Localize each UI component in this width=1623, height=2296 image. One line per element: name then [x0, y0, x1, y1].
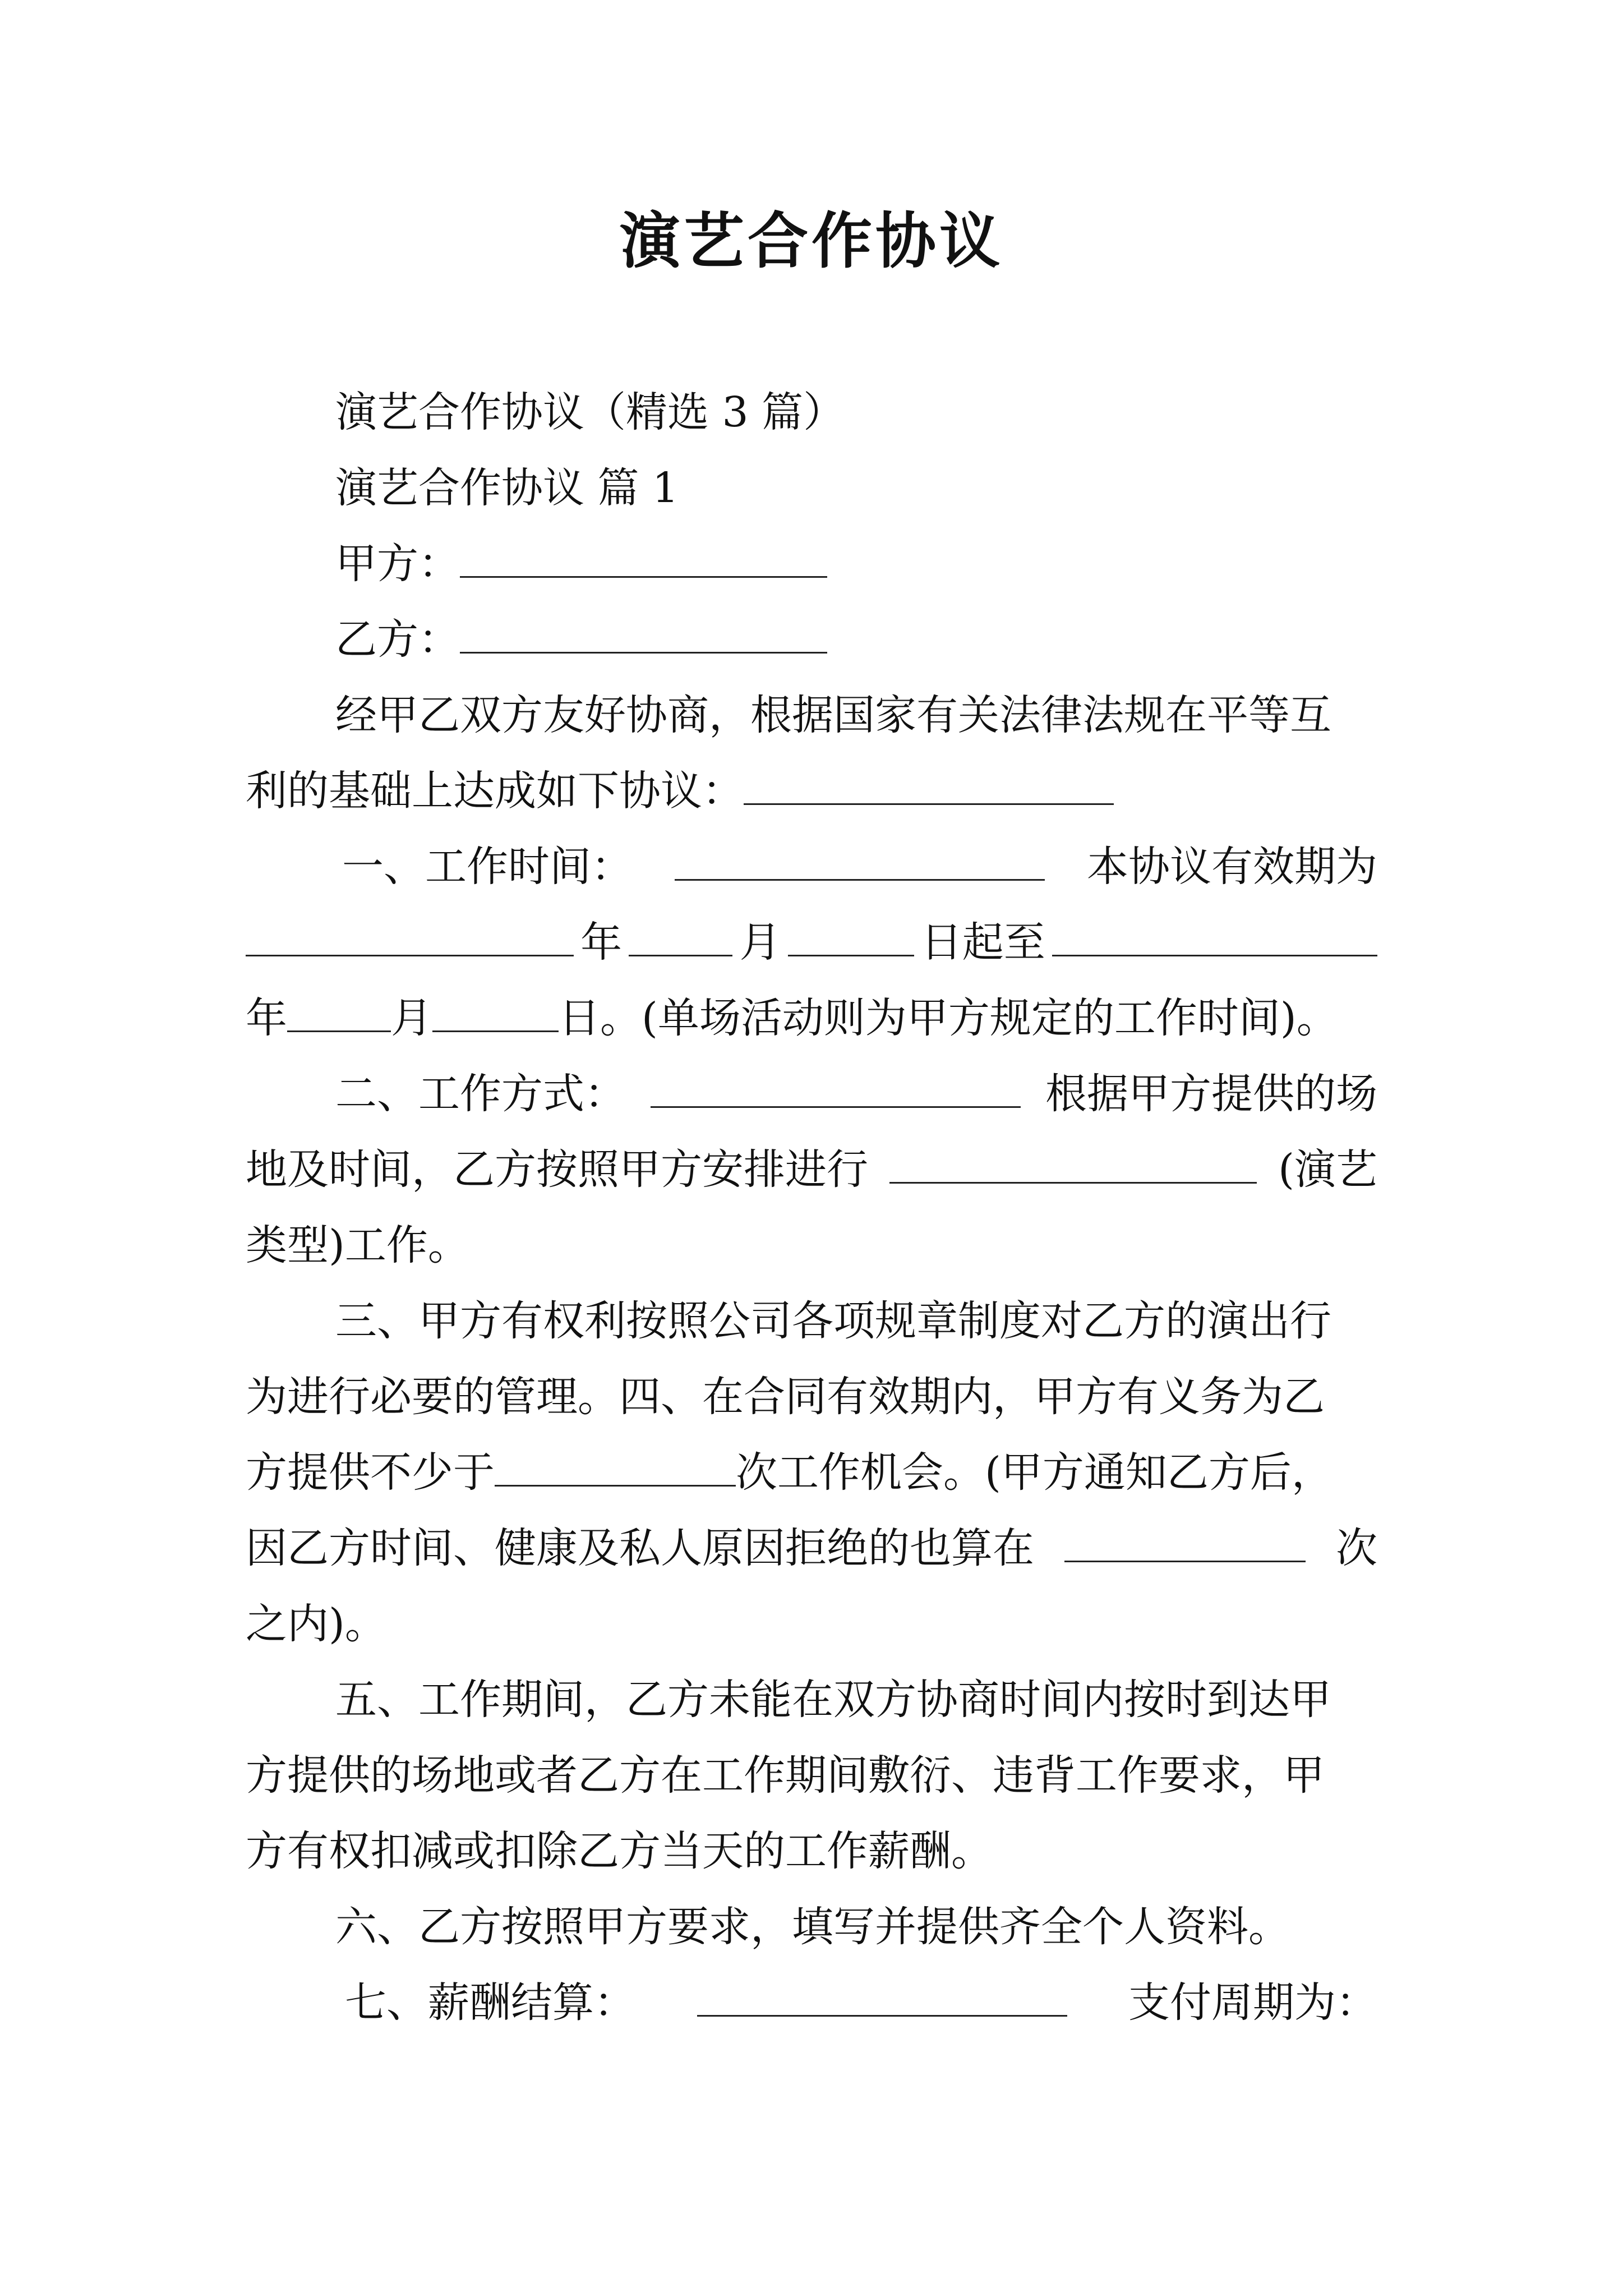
party-b-row — [335, 609, 827, 670]
clause3-line-2: 为进行必要的管理。四、在合同有效期内，甲方有义务为乙 — [246, 1373, 1325, 1421]
clause2-line-2b: (演艺 — [1278, 1145, 1377, 1194]
start-month-blank[interactable] — [629, 915, 732, 956]
party-b-label: 乙方： — [335, 615, 460, 664]
clause7-head: 七、薪酬结算： — [345, 1978, 635, 2027]
party-a-blank[interactable] — [460, 537, 827, 578]
clause3-line-4b: 次 — [1336, 1524, 1377, 1572]
clause3-line-4a: 因乙方时间、健康及私人原因拒绝的也算在 — [246, 1524, 1034, 1572]
clause2-tail: 根据甲方提供的场 — [1045, 1070, 1377, 1118]
party-a-label: 甲方： — [335, 540, 460, 588]
party-a-row — [335, 533, 827, 595]
clause2-head: 二、工作方式： — [335, 1070, 626, 1118]
month2-label: 月 — [391, 994, 432, 1042]
end-year-blank[interactable] — [1052, 915, 1377, 956]
clause3-line-3a: 方提供不少于 — [246, 1448, 495, 1497]
salary-settlement-blank[interactable] — [697, 1976, 1067, 2017]
clause1-tail: 本协议有效期为 — [1087, 843, 1377, 891]
end-day-blank[interactable] — [432, 991, 559, 1032]
clause6-line: 六、乙方按照甲方要求，填写并提供齐全个人资料。 — [335, 1903, 1290, 1951]
month-label: 月 — [739, 918, 781, 967]
clause3-line-3b: 次工作机会。(甲方通知乙方后， — [736, 1448, 1333, 1497]
intro-line-2-text: 利的基础上达成如下协议： — [246, 767, 744, 815]
clause7-line-1 — [345, 1972, 1377, 2033]
year-label: 年 — [580, 918, 623, 967]
clause2-line-3: 类型)工作。 — [246, 1221, 469, 1269]
clause7-tail: 支付周期为： — [1128, 1978, 1377, 2027]
intro-blank[interactable] — [744, 764, 1114, 805]
work-time-blank[interactable] — [675, 840, 1045, 881]
end-month-blank[interactable] — [287, 991, 391, 1032]
clause2-line-2a: 地及时间，乙方按照甲方安排进行 — [246, 1145, 868, 1194]
day-from-label: 日起至 — [920, 918, 1045, 967]
clause2-line-1 — [335, 1063, 1377, 1125]
clause3-line-4 — [246, 1517, 1377, 1579]
clause2-line-2 — [246, 1139, 1377, 1200]
clause1-head: 一、工作时间： — [342, 843, 633, 891]
clause5-line-2: 方提供的场地或者乙方在工作期间敷衍、违背工作要求，甲 — [246, 1751, 1325, 1800]
work-chances-blank[interactable] — [495, 1446, 736, 1487]
section-heading: 演艺合作协议 篇 1 — [335, 464, 679, 512]
document-title: 演艺合作协议 — [619, 206, 1003, 277]
clause1-note: 日。(单场活动则为甲方规定的工作时间)。 — [559, 994, 1338, 1042]
subtitle: 演艺合作协议（精选 3 篇） — [335, 388, 845, 436]
start-year-blank[interactable] — [246, 915, 574, 956]
party-b-blank[interactable] — [460, 613, 827, 654]
clause1-line-1 — [342, 836, 1377, 898]
clause1-line-2 — [246, 912, 1377, 973]
intro-line-1: 经甲乙双方友好协商，根据国家有关法律法规在平等互 — [335, 691, 1331, 739]
clause3-line-1: 三、甲方有权利按照公司各项规章制度对乙方的演出行 — [335, 1297, 1331, 1345]
counted-times-blank[interactable] — [1064, 1521, 1306, 1562]
start-day-blank[interactable] — [788, 915, 914, 956]
clause5-line-1: 五、工作期间，乙方未能在双方协商时间内按时到达甲 — [335, 1676, 1331, 1724]
intro-line-2 — [246, 760, 1114, 822]
year2-label: 年 — [246, 994, 287, 1042]
clause3-line-5: 之内)。 — [246, 1600, 386, 1648]
clause1-line-3 — [246, 987, 1338, 1049]
work-mode-blank[interactable] — [651, 1067, 1021, 1108]
clause5-line-3: 方有权扣减或扣除乙方当天的工作薪酬。 — [246, 1827, 993, 1875]
clause3-line-3 — [246, 1442, 1333, 1503]
performance-type-blank[interactable] — [889, 1143, 1257, 1184]
